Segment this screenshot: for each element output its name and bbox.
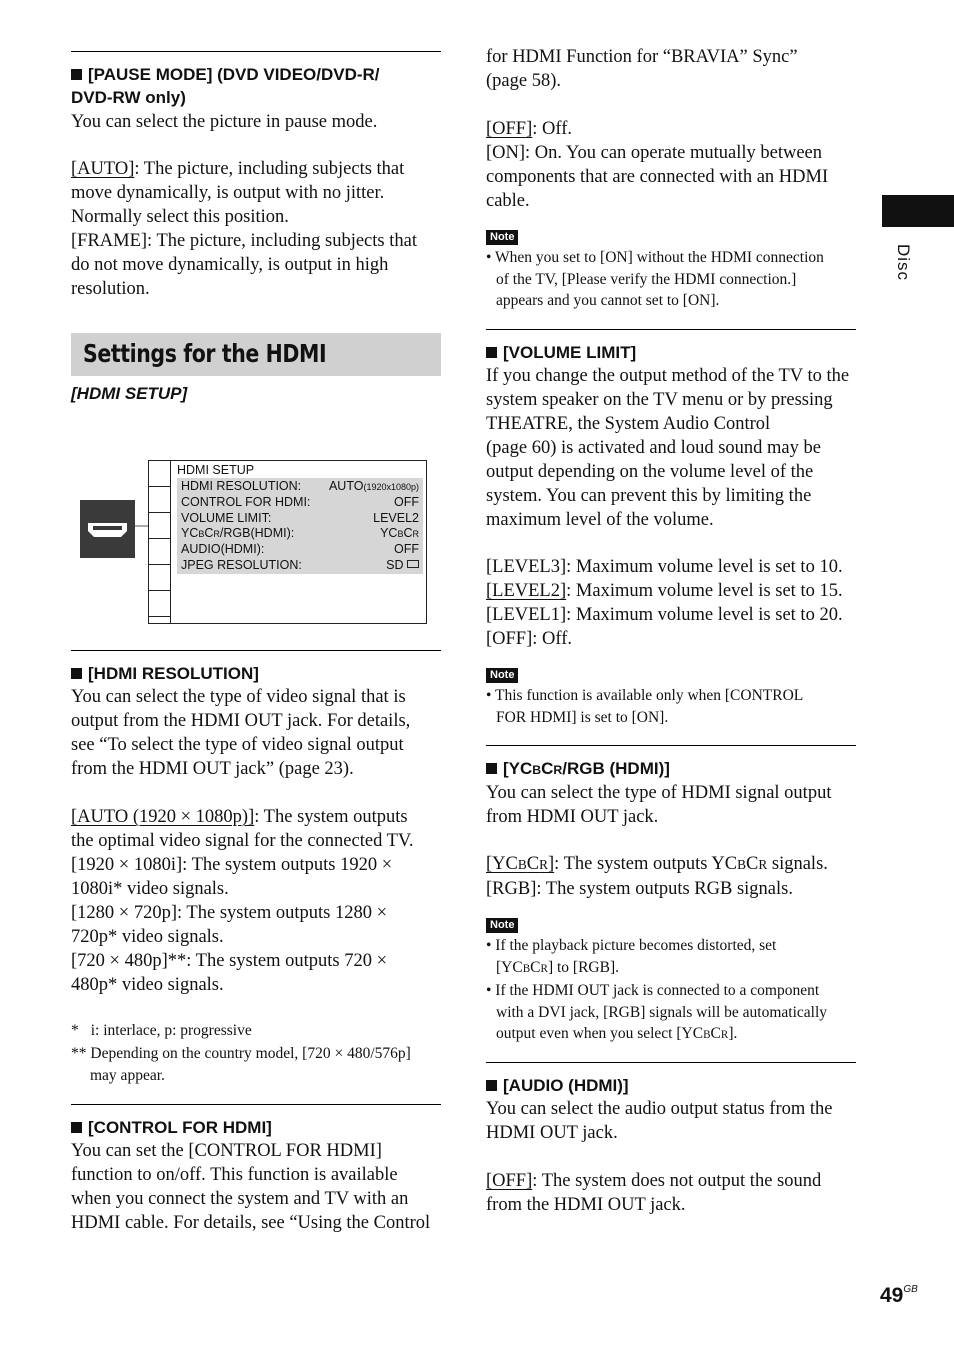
- hdmi-icon: [80, 500, 135, 558]
- hdmi-resolution-text: You can select the type of video signal that is output from the HDMI OUT jack. For details, see “To select the type of video signal output from the HDMI OUT jack” (page 23).: [71, 687, 411, 779]
- screen-icon: [407, 560, 419, 568]
- square-bullet-icon: [71, 1122, 82, 1133]
- audio-hdmi-options: [OFF]: The system does not output the sound from the HDMI OUT jack.: [486, 1171, 822, 1215]
- note-control: • When you set to [ON] without the HDMI connection of the TV, [Please verify the HDMI connection.] appears and you cannot set to [ON].: [486, 249, 824, 309]
- note-badge: Note: [486, 230, 518, 245]
- control-continued: for HDMI Function for “BRAVIA” Sync” (page 58).: [486, 47, 798, 91]
- menu-row-ycbcr-rgb: YCBCR/RGB(HDMI): YCBCR: [181, 526, 419, 540]
- menu-row-audio-hdmi: AUDIO(HDMI): OFF: [181, 542, 419, 556]
- note-badge: Note: [486, 918, 518, 933]
- divider: [71, 1104, 441, 1105]
- chapter-label: Disc: [894, 244, 913, 282]
- square-bullet-icon: [486, 347, 497, 358]
- square-bullet-icon: [486, 763, 497, 774]
- square-bullet-icon: [71, 668, 82, 679]
- volume-limit-options: [LEVEL3]: Maximum volume level is set to 10. [LEVEL2]: Maximum volume level is set to 15. [LEVEL1]: Maximum volume level is set to 20. [OFF]: Off.: [486, 557, 843, 649]
- ycbcr-rgb-options: [YCBCR]: The system outputs YCBCR signals. [RGB]: The system outputs RGB signals.: [486, 854, 828, 899]
- note-badge: Note: [486, 668, 518, 683]
- note-volume: • This function is available only when [CONTROL FOR HDMI] is set to [ON].: [486, 687, 804, 726]
- divider: [486, 329, 856, 330]
- menu-row-jpeg-resolution: JPEG RESOLUTION: SD: [181, 558, 419, 574]
- footnote-2: ** Depending on the country model, [720 × 480/576p] may appear.: [71, 1045, 411, 1084]
- hdmi-resolution-options: [AUTO (1920 × 1080p)]: The system outputs the optimal video signal for the connected TV. [1920 × 1080i]: The system outputs 1920 × 1080i* video signals. [1280 × 720p]: The system outputs 1280 × 720p* video signals. [720 × 480p]**: The system outputs 720 × 480p* video signals.: [71, 807, 414, 995]
- hdmi-resolution-heading: [HDMI RESOLUTION]: [71, 662, 259, 685]
- footnote-1: * i: interlace, p: progressive: [71, 1022, 252, 1039]
- page-number: $49^{GB}$: [880, 1284, 918, 1307]
- divider: [486, 1062, 856, 1063]
- divider: [71, 51, 441, 52]
- section-title: Settings for the HDMI: [83, 339, 327, 368]
- square-bullet-icon: [486, 1080, 497, 1091]
- menu-row-volume-limit: VOLUME LIMIT: LEVEL2: [181, 511, 419, 525]
- control-options: [OFF]: Off. [ON]: On. You can operate mutually between components that are connected with an HDMI cable.: [486, 119, 829, 211]
- chapter-tab: [882, 195, 954, 227]
- volume-limit-text: If you change the output method of the TV to the system speaker on the TV menu or by pressing THEATRE, the System Audio Control (page 60) is activated and loud sound may be output depending on the volume level of the system. You can prevent this by limiting the maximum level of the volume.: [486, 366, 850, 530]
- divider: [486, 745, 856, 746]
- pause-intro: You can select the picture in pause mode.: [71, 112, 378, 132]
- menu-icon-strip: [149, 461, 171, 623]
- ycbcr-rgb-heading: [YCBCR/RGB (HDMI)]: [486, 757, 670, 782]
- pause-auto-text: [AUTO]: The picture, including subjects that move dynamically, is output with no jitter. Normally select this position. [FRAME]: The picture, including subjects that do not move dynamically, is output in high resolution.: [71, 159, 417, 299]
- menu-row-control-for-hdmi: CONTROL FOR HDMI: OFF: [181, 495, 419, 509]
- pause-mode-heading: [PAUSE MODE] (DVD VIDEO/DVD-R/ DVD-RW only): [71, 65, 380, 107]
- square-bullet-icon: [71, 69, 82, 80]
- ycbcr-rgb-text: You can select the type of HDMI signal output from HDMI OUT jack.: [486, 783, 832, 827]
- audio-hdmi-text: You can select the audio output status from the HDMI OUT jack.: [486, 1099, 833, 1143]
- menu-row-hdmi-resolution: HDMI RESOLUTION: AUTO(1920x1080p): [181, 479, 419, 493]
- divider: [71, 650, 441, 651]
- note-ycbcr: • If the playback picture becomes distorted, set [YCBCR] to [RGB]. • If the HDMI OUT jack is connected to a component with a DVI jack, [RGB] signals will be automatically output even when you select [YCBCR].: [486, 937, 828, 1042]
- section-subtitle: [HDMI SETUP]: [71, 384, 188, 403]
- audio-hdmi-heading: [AUDIO (HDMI)]: [486, 1074, 629, 1097]
- menu-settings-list: [177, 478, 423, 574]
- section-title-bar: [71, 333, 441, 376]
- volume-limit-heading: [VOLUME LIMIT]: [486, 341, 636, 364]
- control-for-hdmi-text: You can set the [CONTROL FOR HDMI] function to on/off. This function is available when you connect the system and TV with an HDMI cable. For details, see “Using the Control: [71, 1141, 431, 1233]
- control-for-hdmi-heading: [CONTROL FOR HDMI]: [71, 1116, 272, 1139]
- hdmi-setup-menu: [148, 460, 427, 624]
- menu-title: HDMI SETUP: [177, 463, 255, 477]
